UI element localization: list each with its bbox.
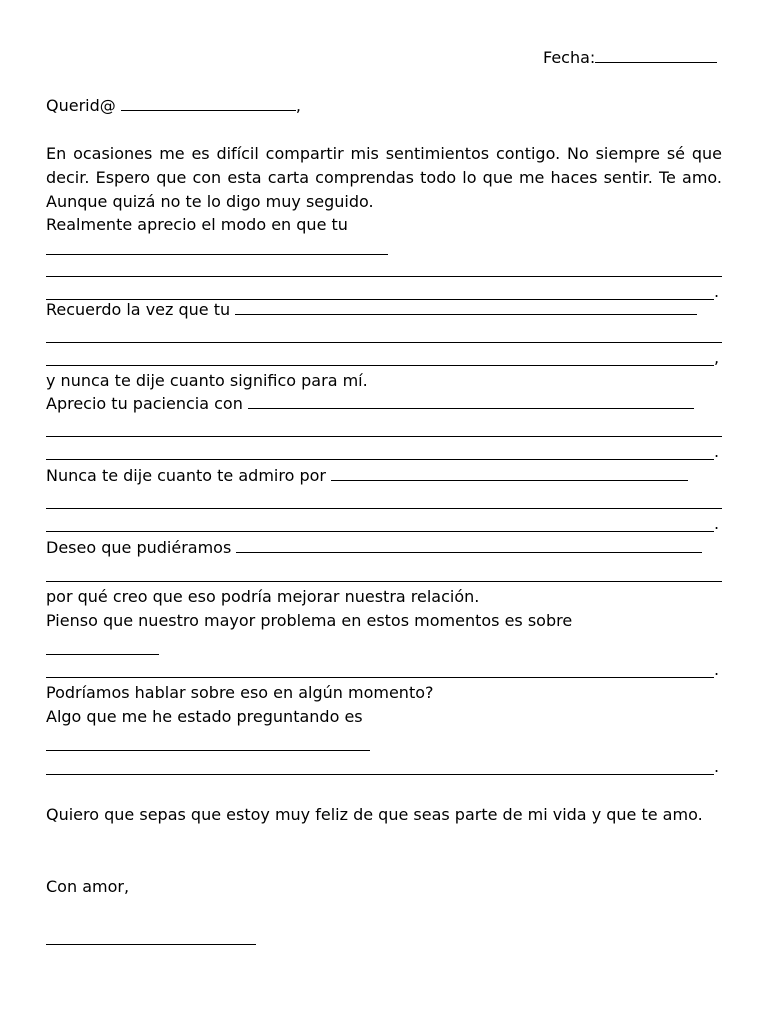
intro-text: En ocasiones me es difícil compartir mis sentimientos contigo. No siempre sé que decir. Espero que con esta carta comprendas todo lo que me haces sentir. Te amo. Aunque quizá no te lo digo muy seguido. — [46, 144, 722, 211]
patience-period: . — [714, 442, 720, 461]
closing-paragraph — [46, 803, 722, 827]
admire-blank-inline[interactable] — [331, 480, 688, 481]
never-told-line — [46, 371, 368, 391]
greeting-line — [46, 96, 301, 116]
remember-blank-3[interactable] — [46, 365, 714, 366]
appreciate-period: . — [714, 282, 720, 301]
why-better-line — [46, 587, 479, 607]
admire-blank-2[interactable] — [46, 508, 722, 509]
appreciate-text: Realmente aprecio el modo en que tu — [46, 215, 348, 234]
signoff-text: Con amor, — [46, 877, 130, 896]
intro-paragraph — [46, 142, 722, 214]
appreciate-blank-2[interactable] — [46, 276, 722, 277]
greeting-text: Querid@ — [46, 96, 116, 115]
patience-blank-2[interactable] — [46, 436, 722, 437]
wondering-period: . — [714, 757, 720, 776]
remember-comma: , — [714, 348, 720, 367]
remember-blank-inline[interactable] — [235, 314, 697, 315]
date-blank[interactable] — [595, 62, 717, 63]
remember-prompt — [46, 300, 697, 320]
closing-text: Quiero que sepas que estoy muy feliz de que seas parte de mi vida y que te amo. — [46, 805, 703, 824]
problem-blank-1[interactable] — [46, 654, 159, 655]
patience-blank-inline[interactable] — [248, 408, 694, 409]
remember-blank-2[interactable] — [46, 342, 722, 343]
wish-blank-2[interactable] — [46, 581, 722, 582]
wondering-blank-2[interactable] — [46, 774, 714, 775]
admire-text: Nunca te dije cuanto te admiro por — [46, 466, 326, 485]
problem-prompt — [46, 611, 572, 631]
problem-blank-2[interactable] — [46, 677, 714, 678]
talk-question-line — [46, 683, 434, 703]
wish-text: Deseo que pudiéramos — [46, 538, 232, 557]
problem-period: . — [714, 660, 720, 679]
patience-prompt — [46, 394, 694, 414]
remember-text: Recuerdo la vez que tu — [46, 300, 231, 319]
admire-blank-3[interactable] — [46, 531, 714, 532]
wish-blank-inline[interactable] — [236, 552, 702, 553]
wish-prompt — [46, 538, 702, 558]
wondering-prompt — [46, 707, 363, 727]
signoff-line — [46, 877, 129, 897]
appreciate-blank-1[interactable] — [46, 254, 388, 255]
greeting-comma: , — [295, 96, 301, 115]
problem-text: Pienso que nuestro mayor problema en estos momentos es sobre — [46, 611, 573, 630]
date-field — [543, 48, 717, 68]
talk-question-text: Podríamos hablar sobre eso en algún momento? — [46, 683, 434, 702]
recipient-blank[interactable] — [121, 110, 296, 111]
admire-period: . — [714, 514, 720, 533]
wondering-blank-1[interactable] — [46, 750, 370, 751]
date-label: Fecha: — [543, 48, 596, 67]
wondering-text: Algo que me he estado preguntando es — [46, 707, 363, 726]
signature-blank[interactable] — [46, 944, 256, 945]
appreciate-prompt — [46, 215, 348, 235]
never-told-text: y nunca te dije cuanto significo para mí. — [46, 371, 368, 390]
patience-blank-3[interactable] — [46, 459, 714, 460]
admire-prompt — [46, 466, 688, 486]
why-better-text: por qué creo que eso podría mejorar nuestra relación. — [46, 587, 480, 606]
patience-text: Aprecio tu paciencia con — [46, 394, 243, 413]
